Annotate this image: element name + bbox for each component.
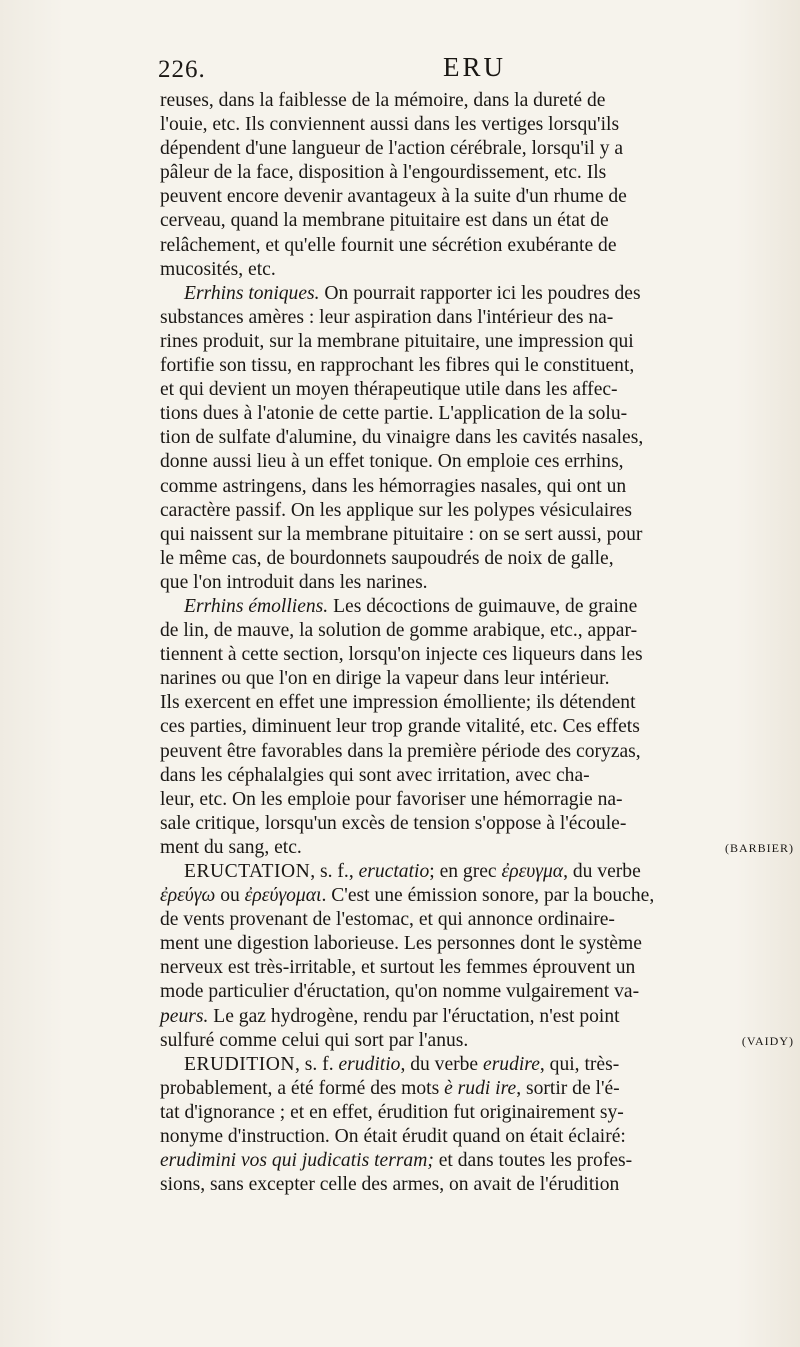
text-line: pâleur de la face, disposition à l'engourdissement, etc. Ils [160, 162, 607, 184]
greek-term: ἐρεύγομαι [244, 885, 322, 907]
text-line: comme astringens, dans les hémorragies nasales, qui ont un [160, 475, 627, 497]
text-run: ; en grec [429, 861, 502, 882]
text-line: narines ou que l'on en dirige la vapeur dans leur intérieur. [160, 668, 610, 690]
text-line: de lin, de mauve, la solution de gomme arabique, etc., appar- [160, 620, 638, 642]
latin-verb: erudire [483, 1053, 540, 1075]
text-line: tion de sulfate d'alumine, du vinaigre dans les cavités nasales, [160, 427, 644, 449]
italic-run: peurs. [160, 1005, 209, 1027]
latin-term: eructatio [358, 861, 430, 882]
text-line: mode particulier d'éructation, qu'on nomme vulgairement va- [160, 981, 640, 1003]
text-run: , s. f. [295, 1053, 339, 1075]
greek-term: ἐρευγμα [501, 861, 564, 882]
text-line: peuvent encore devenir avantageux à la suite d'un rhume de [160, 186, 627, 208]
text-line [160, 884, 800, 908]
text-line: qui naissent sur la membrane pituitaire : on se sert aussi, pour [160, 523, 643, 545]
paragraph-toniques-first-line [160, 282, 800, 306]
text-line [160, 1005, 800, 1029]
text-line: donne aussi lieu à un effet tonique. On emploie ces errhins, [160, 451, 624, 473]
text-line: Ils exercent en effet une impression émolliente; ils détendent [160, 692, 636, 714]
text-line-with-signature [160, 1029, 800, 1053]
headword: ERUDITION [184, 1053, 295, 1075]
text-run: On pourrait rapporter ici les poudres des [319, 282, 641, 304]
text-line: que l'on introduit dans les narines. [160, 571, 428, 593]
page-header [158, 52, 800, 88]
text-run: et dans toutes les profes- [433, 1150, 633, 1172]
text-line: tat d'ignorance ; et en effet, érudition fut originairement sy- [160, 1101, 624, 1123]
text-run: Le gaz hydrogène, rendu par l'éructation, n'est point [208, 1005, 620, 1027]
text-line: sale critique, lorsqu'un excès de tension s'oppose à l'écoule- [160, 812, 627, 834]
text-line: substances amères : leur aspiration dans l'intérieur des na- [160, 306, 614, 328]
text-line: le même cas, de bourdonnets saupoudrés de noix de galle, [160, 547, 614, 569]
text-line: leur, etc. On les emploie pour favoriser une hémorragie na- [160, 788, 623, 810]
text-run: , sortir de l'é- [516, 1077, 620, 1099]
text-line: et qui devient un moyen thérapeutique utile dans les affec- [160, 379, 618, 401]
latin-term: eruditio [338, 1053, 401, 1075]
text-line: tions dues à l'atonie de cette partie. L'application de la solu- [160, 403, 628, 425]
text-line: dans les céphalalgies qui sont avec irritation, avec cha- [160, 764, 590, 786]
body-text [160, 89, 800, 1197]
text-line: ment une digestion laborieuse. Les personnes dont le système [160, 933, 642, 955]
subsection-term: Errhins toniques. [184, 282, 320, 304]
text-line: de vents provenant de l'estomac, et qui annonce ordinaire- [160, 909, 615, 931]
text-line: fortifie son tissu, en rapprochant les fibres qui le constituent, [160, 355, 635, 377]
text-run: , qui, très- [539, 1053, 620, 1075]
text-line: rines produit, sur la membrane pituitaire, une impression qui [160, 330, 634, 352]
author-signature: (VAIDY) [741, 1033, 794, 1048]
running-head: ERU [443, 52, 506, 82]
text-line: caractère passif. On les applique sur les polypes vésiculaires [160, 499, 633, 521]
text-run: probablement, a été formé des mots [160, 1077, 445, 1099]
text-run: , du verbe [400, 1053, 484, 1075]
text-run: , du verbe [563, 861, 641, 882]
text-run: ment du sang, etc. [160, 836, 302, 858]
text-line: relâchement, et qu'elle fournit une sécrétion exubérante de [160, 234, 617, 256]
text-line: mucosités, etc. [160, 258, 276, 280]
text-line [160, 1077, 800, 1101]
text-line: reuses, dans la faiblesse de la mémoire, dans la dureté de [160, 90, 606, 111]
text-run: sulfuré comme celui qui sort par l'anus. [160, 1029, 469, 1051]
author-signature: (BARBIER) [725, 840, 794, 855]
text-run: . C'est une émission sonore, par la bouche, [321, 885, 655, 907]
entry-erudition-first-line [160, 1053, 800, 1077]
paragraph-emolliens-first-line [160, 595, 800, 619]
subsection-term: Errhins émolliens. [184, 595, 329, 617]
text-line: dépendent d'une langueur de l'action cérébrale, lorsqu'il y a [160, 138, 624, 160]
text-line: tiennent à cette section, lorsqu'on injecte ces liqueurs dans les [160, 644, 643, 666]
text-line: cerveau, quand la membrane pituitaire est dans un état de [160, 210, 609, 232]
text-line: peuvent être favorables dans la première période des coryzas, [160, 740, 641, 762]
latin-quote: erudimini vos qui judicatis terram; [160, 1150, 434, 1172]
text-line: nerveux est très-irritable, et surtout les femmes éprouvent un [160, 957, 636, 979]
text-line: nonyme d'instruction. On était érudit quand on était éclairé: [160, 1126, 626, 1148]
headword: ERUCTATION [184, 861, 311, 882]
text-line [160, 1149, 800, 1173]
greek-term: ἐρεύγω [160, 885, 216, 907]
text-line: l'ouie, etc. Ils conviennent aussi dans les vertiges lorsqu'ils [160, 114, 620, 136]
text-run: Les décoctions de guimauve, de graine [328, 595, 638, 617]
text-run: , s. f., [310, 861, 359, 882]
text-line-with-signature [160, 836, 800, 860]
entry-eructation-first-line [160, 860, 800, 884]
text-run: ou [215, 885, 245, 907]
text-line: sions, sans excepter celle des armes, on avait de l'érudition [160, 1174, 620, 1196]
latin-phrase: è rudi ire [444, 1077, 517, 1099]
page-number: 226. [158, 56, 206, 83]
text-line: ces parties, diminuent leur trop grande vitalité, etc. Ces effets [160, 716, 640, 738]
